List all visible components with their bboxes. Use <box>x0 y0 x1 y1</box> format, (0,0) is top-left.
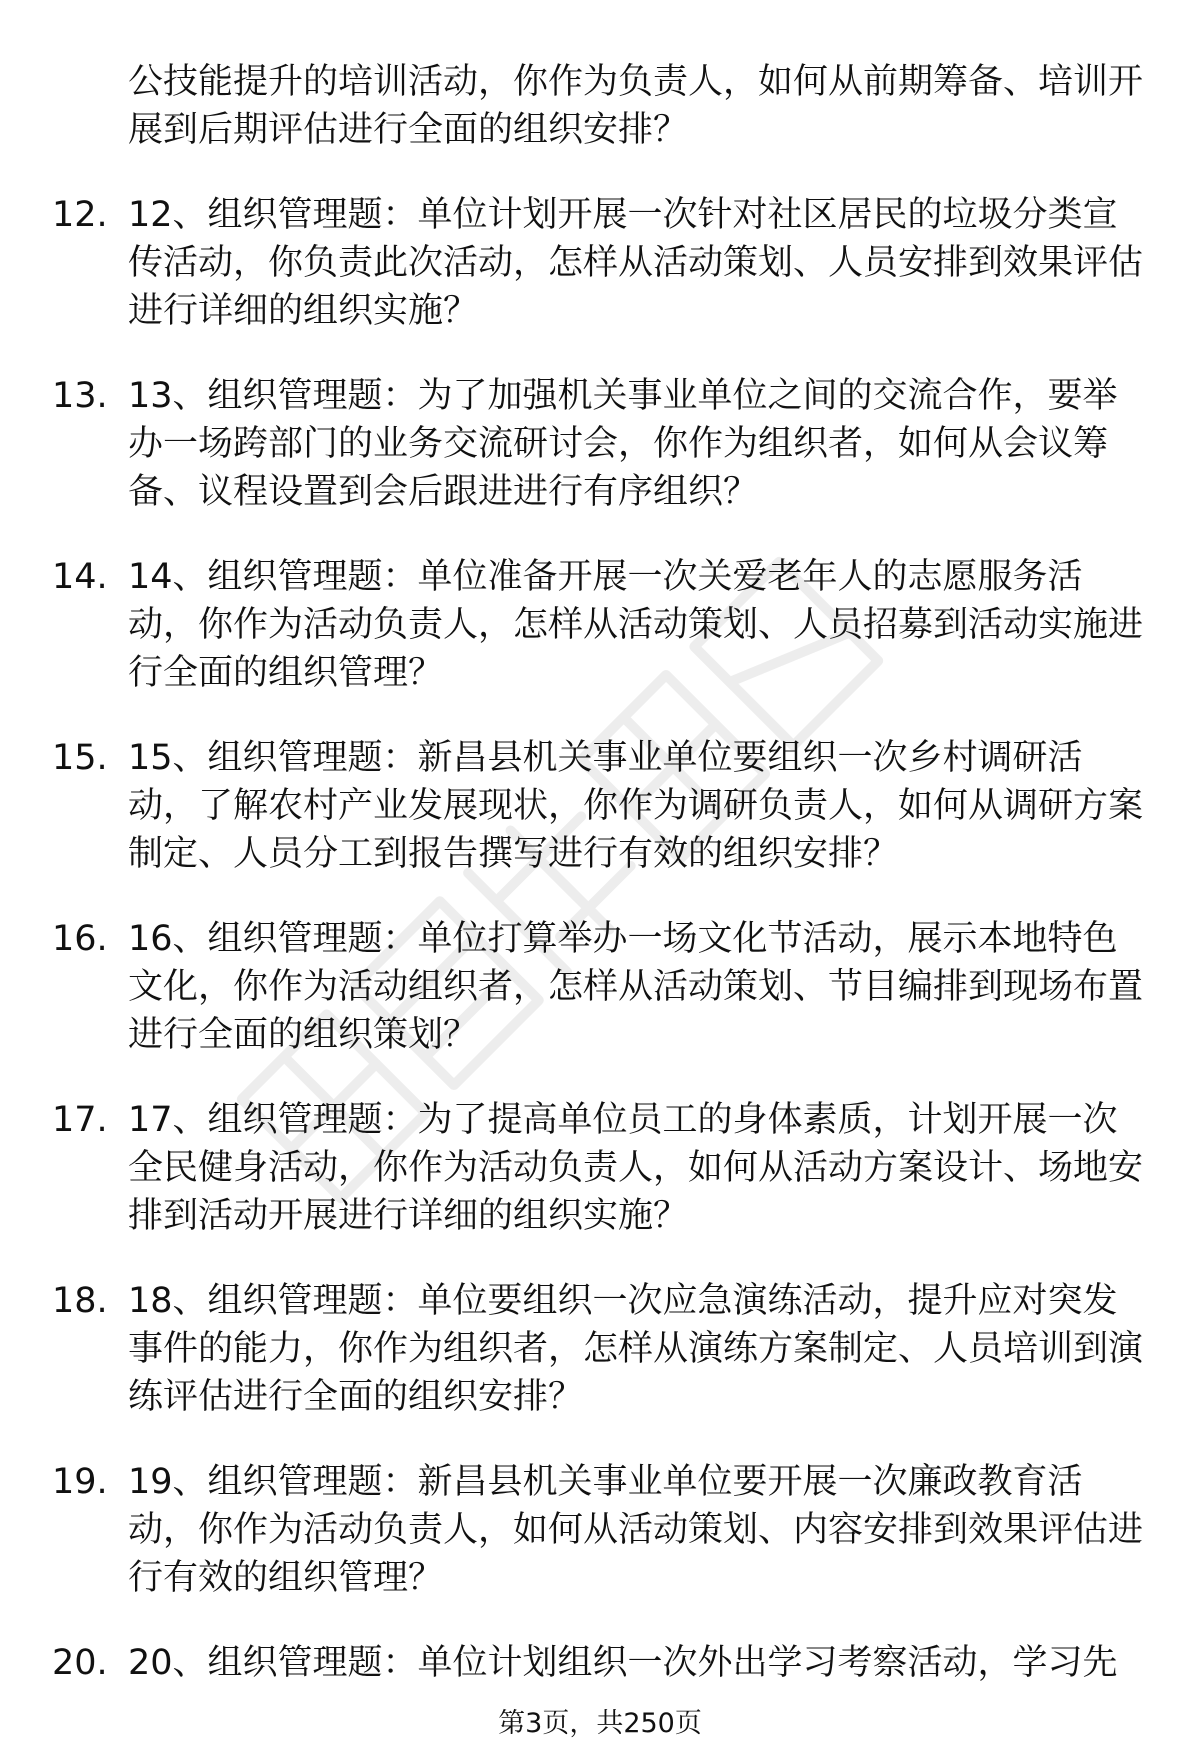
question-item-15 <box>52 734 1152 878</box>
question-item-12 <box>52 191 1152 335</box>
question-text: 16、组织管理题：单位打算举办一场文化节活动，展示本地特色文化，你作为活动组织者，怎样从活动策划、节目编排到现场布置进行全面的组织策划？ <box>128 919 1144 1055</box>
question-number: 20. <box>52 1643 108 1683</box>
question-text: 18、组织管理题：单位要组织一次应急演练活动，提升应对突发事件的能力，你作为组织者，怎样从演练方案制定、人员培训到演练评估进行全面的组织安排？ <box>128 1281 1144 1417</box>
question-item-18 <box>52 1277 1152 1421</box>
question-number: 16. <box>52 919 108 959</box>
question-item-13 <box>52 372 1152 516</box>
question-number: 18. <box>52 1281 108 1321</box>
question-text: 12、组织管理题：单位计划开展一次针对社区居民的垃圾分类宣传活动，你负责此次活动，怎样从活动策划、人员安排到效果评估进行详细的组织实施？ <box>128 195 1144 331</box>
question-text: 17、组织管理题：为了提高单位员工的身体素质，计划开展一次全民健身活动，你作为活动负责人，如何从活动方案设计、场地安排到活动开展进行详细的组织实施？ <box>128 1100 1144 1236</box>
question-text: 15、组织管理题：新昌县机关事业单位要组织一次乡村调研活动，了解农村产业发展现状，你作为调研负责人，如何从调研方案制定、人员分工到报告撰写进行有效的组织安排？ <box>128 738 1144 874</box>
question-number: 13. <box>52 376 108 416</box>
question-text: 13、组织管理题：为了加强机关事业单位之间的交流合作，要举办一场跨部门的业务交流研讨会，你作为组织者，如何从会议筹备、议程设置到会后跟进进行有序组织？ <box>128 376 1118 512</box>
question-list <box>52 58 1152 1724</box>
question-number: 15. <box>52 738 108 778</box>
question-text: 公技能提升的培训活动，你作为负责人，如何从前期筹备、培训开展到后期评估进行全面的组织安排？ <box>128 62 1144 150</box>
page-footer: 第3页，共250页 <box>498 1708 702 1739</box>
question-text: 14、组织管理题：单位准备开展一次关爱老年人的志愿服务活动，你作为活动负责人，怎样从活动策划、人员招募到活动实施进行全面的组织管理？ <box>128 557 1144 693</box>
question-text: 19、组织管理题：新昌县机关事业单位要开展一次廉政教育活动，你作为活动负责人，如何从活动策划、内容安排到效果评估进行有效的组织管理？ <box>128 1462 1144 1598</box>
question-number: 14. <box>52 557 108 597</box>
question-text: 20、组织管理题：单位计划组织一次外出学习考察活动，学习先 <box>128 1643 1118 1683</box>
question-item-14 <box>52 553 1152 697</box>
question-item-19 <box>52 1458 1152 1602</box>
question-item-continued <box>52 58 1152 154</box>
question-number: 12. <box>52 195 108 235</box>
question-item-17 <box>52 1096 1152 1240</box>
question-number: 19. <box>52 1462 108 1502</box>
question-number: 17. <box>52 1100 108 1140</box>
question-item-16 <box>52 915 1152 1059</box>
question-item-20 <box>52 1639 1152 1687</box>
